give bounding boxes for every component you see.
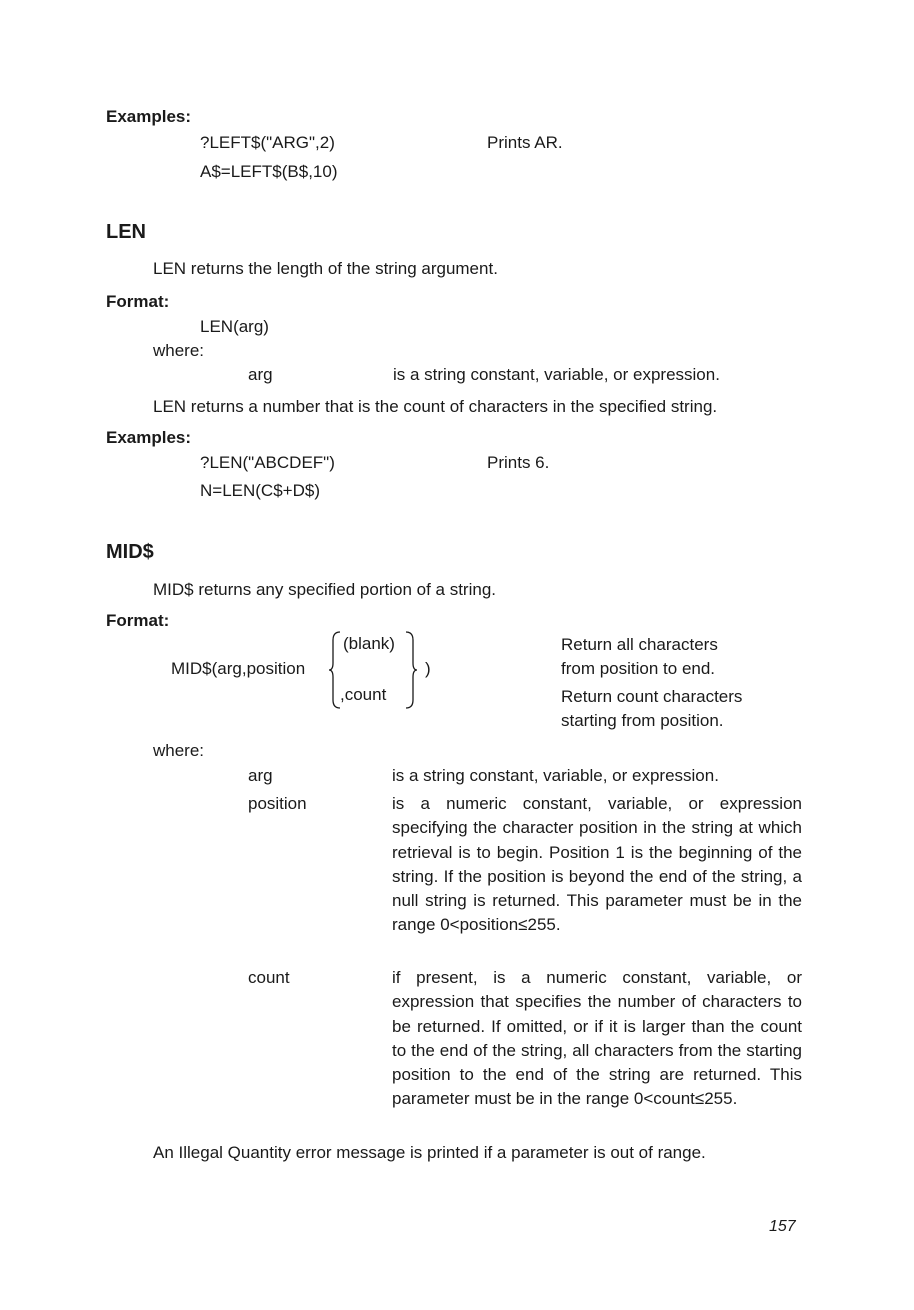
right-brace-icon	[404, 630, 418, 710]
mid-param-desc: if present, is a numeric constant, variable, or expression that specifies the number of characters to be returned. If omitted, or if it is larger than the count to the end of the string, all characters from the starting position to the end of the string are returned. This parameter must be in the range 0<count≤255.	[392, 968, 802, 1109]
examples-label: Examples:	[106, 107, 192, 126]
mid-format-count: ,count	[340, 685, 387, 704]
len-note: LEN returns a number that is the count of characters in the specified string.	[153, 397, 718, 416]
format-note: Return count characters	[561, 687, 743, 706]
example-result: Prints AR.	[487, 133, 563, 152]
mid-param-desc: is a string constant, variable, or expression.	[392, 766, 719, 785]
example-code: N=LEN(C$+D$)	[200, 481, 320, 500]
mid-param-name: arg	[248, 766, 273, 785]
format-note: from position to end.	[561, 659, 716, 678]
mid-format-blank: (blank)	[343, 634, 395, 653]
mid-param-desc: is a numeric constant, variable, or expression specifying the character position in the string at which retrieval is to begin. Position 1 is the beginning of the string. If the position is beyond the end of the string, a null string is returned. This parameter must be in the range 0<position≤255.	[392, 794, 802, 935]
format-note: Return all characters	[561, 635, 718, 654]
mid-format-close: )	[425, 659, 431, 678]
page-number: 157	[769, 1218, 796, 1235]
example-code: A$=LEFT$(B$,10)	[200, 162, 338, 181]
example-code: ?LEN("ABCDEF")	[200, 453, 335, 472]
example-code: ?LEFT$("ARG",2)	[200, 133, 335, 152]
len-where-label: where:	[153, 341, 205, 360]
mid-param-name: count	[248, 968, 290, 987]
mid-where-label: where:	[153, 741, 205, 760]
format-note: starting from position.	[561, 711, 724, 730]
mid-description: MID$ returns any specified portion of a string.	[153, 580, 496, 599]
example-result: Prints 6.	[487, 453, 550, 472]
len-description: LEN returns the length of the string argument.	[153, 259, 498, 278]
len-param-name: arg	[248, 365, 273, 384]
len-param-desc: is a string constant, variable, or expression.	[393, 365, 720, 384]
mid-footer-note: An Illegal Quantity error message is printed if a parameter is out of range.	[153, 1143, 706, 1162]
len-format: LEN(arg)	[200, 317, 269, 336]
mid-format-label: Format:	[106, 611, 170, 630]
mid-format-prefix: MID$(arg,position	[171, 659, 306, 678]
mid-param-name: position	[248, 794, 307, 813]
len-examples-label: Examples:	[106, 428, 192, 447]
mid-heading: MID$	[106, 541, 154, 563]
len-format-label: Format:	[106, 292, 170, 311]
len-heading: LEN	[106, 221, 146, 243]
